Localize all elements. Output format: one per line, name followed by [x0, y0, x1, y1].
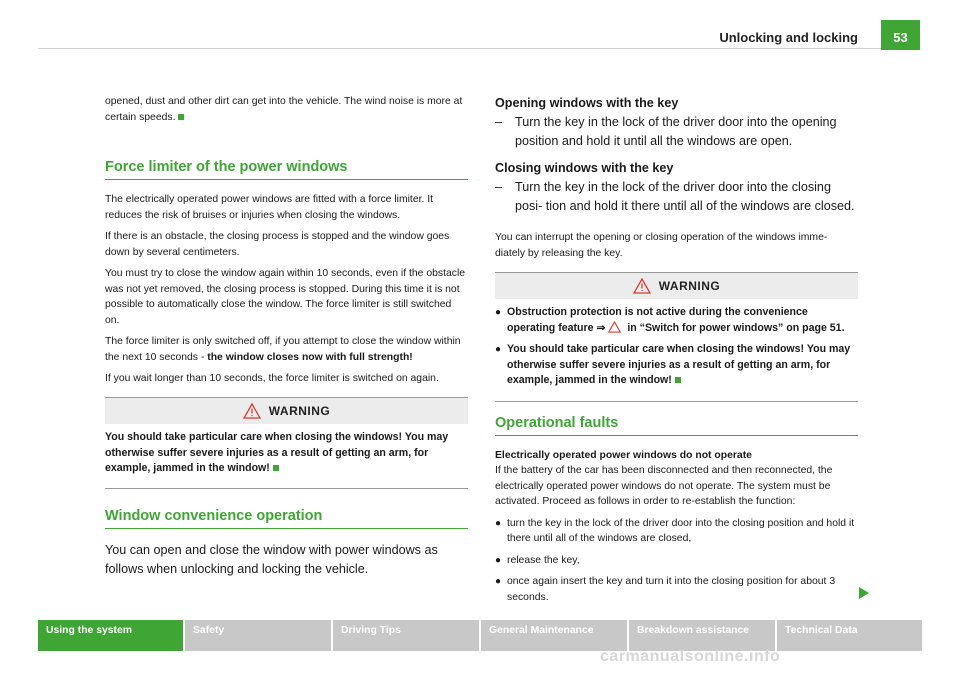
- header-divider: [38, 48, 881, 49]
- force-limiter-p4-text: The force limiter is only switched off, if you attempt to close the window within the next 10 seconds -: [105, 336, 461, 363]
- warning-title: WARNING: [658, 279, 721, 293]
- warning-bullet-text: You should take particular care when closing the windows! You may otherwise suffer severe injuries as a result of getting an arm, for example, jammed in the window!: [507, 343, 851, 386]
- opening-instruction-text: Turn the key in the lock of the driver door into the opening position and hold it until all the windows are open.: [515, 115, 837, 148]
- warning-body: [105, 424, 468, 488]
- intro-text: opened, dust and other dirt can get into the vehicle. The wind noise is more at certain speeds.: [105, 96, 463, 123]
- end-square-icon: [273, 465, 279, 471]
- warning-bullet-text: Obstruction protection is not active during the convenience operating feature: [507, 306, 808, 334]
- tab-safety[interactable]: Safety: [185, 620, 331, 651]
- section-heading-window-convenience: Window convenience operation: [105, 508, 468, 529]
- warning-triangle-icon: [633, 278, 651, 294]
- tab-breakdown-assistance[interactable]: Breakdown assistance: [629, 620, 775, 651]
- force-limiter-p2: If there is an obstacle, the closing process is stopped and the window goes down by several centimeters.: [105, 231, 450, 258]
- force-limiter-p5: If you wait longer than 10 seconds, the force limiter is switched on again.: [105, 373, 439, 384]
- warning-text: You should take particular care when closing the windows! You may otherwise suffer severe injuries as a result of getting an arm, for example, jammed in the window!: [105, 431, 449, 474]
- warning-title: WARNING: [268, 404, 331, 418]
- warning-header: [105, 398, 468, 424]
- warning-box-right: [495, 272, 858, 402]
- tab-driving-tips[interactable]: Driving Tips: [333, 620, 479, 651]
- force-limiter-p1: The electrically operated power windows are fitted with a force limiter. It reduces the risk of bruises or injuries when closing the windows.: [105, 194, 434, 221]
- footer-nav: [38, 620, 922, 651]
- list-item: ● once again insert the key and turn it into the closing position for about 3 seconds.: [495, 574, 858, 605]
- warning-triangle-icon: [608, 321, 621, 333]
- page-number: 53: [881, 20, 920, 50]
- warning-body: [495, 299, 858, 401]
- right-column-lower: [495, 415, 858, 611]
- list-item-text: turn the key in the lock of the driver door into the closing position and hold it there until all of the windows are closed,: [507, 517, 855, 544]
- warning-bullet: ● You should take particular care when closing the windows! You may otherwise suffer severe injuries as a result of getting an arm, for example, jammed in the window!: [495, 343, 851, 386]
- list-item-text: release the key,: [507, 554, 580, 566]
- opening-heading: Opening windows with the key: [495, 96, 679, 110]
- force-limiter-p4: [105, 334, 468, 365]
- watermark: carmanualsonline.info: [600, 648, 781, 665]
- warning-triangle-icon: [243, 403, 261, 419]
- end-square-icon: [178, 114, 184, 120]
- list-item-text: once again insert the key and turn it into the closing position for about 3 seconds.: [507, 576, 836, 603]
- warning-header: [495, 273, 858, 299]
- left-column-lower: [105, 508, 468, 579]
- cross-reference-link[interactable]: in “Switch for power windows” on page 51.: [624, 321, 845, 334]
- window-convenience-paragraph: You can open and close the window with power windows as follows when unlocking and locking the vehicle.: [105, 543, 438, 576]
- operational-faults-subheading: Electrically operated power windows do not operate: [495, 450, 752, 461]
- section-heading-operational-faults: Operational faults: [495, 415, 858, 436]
- cross-reference-arrow: ⇒: [596, 321, 606, 334]
- next-page-arrow-icon[interactable]: [858, 586, 870, 600]
- warning-box-left: [105, 397, 468, 489]
- closing-instruction-text: Turn the key in the lock of the driver door into the closing posi- tion and hold it there until all of the windows are closed.: [515, 180, 855, 213]
- operational-faults-paragraph: If the battery of the car has been disconnected and then reconnected, the electrically operated power windows do not operate. The system must be activated. Proceed as follows in order to re-establish the function:: [495, 465, 833, 507]
- section-heading-force-limiter: Force limiter of the power windows: [105, 159, 468, 180]
- tab-general-maintenance[interactable]: General Maintenance: [481, 620, 627, 651]
- tab-technical-data[interactable]: Technical Data: [777, 620, 922, 651]
- list-item: ● release the key,: [495, 553, 858, 569]
- page-title: Unlocking and locking: [719, 30, 858, 45]
- closing-heading: Closing windows with the key: [495, 161, 674, 175]
- interrupt-paragraph: You can interrupt the opening or closing operation of the windows imme- diately by releasing the key.: [495, 232, 828, 259]
- force-limiter-p4-bold: the window closes now with full strength!: [207, 351, 413, 363]
- opening-instruction: – Turn the key in the lock of the driver door into the opening position and hold it until all the windows are open.: [495, 113, 858, 151]
- list-item: ● turn the key in the lock of the driver door into the closing position and hold it there until all of the windows are closed,: [495, 516, 858, 547]
- force-limiter-p3: You must try to close the window again within 10 seconds, even if the obstacle was not yet removed, the closing process is stopped. During this time it is not possible to automatically close the window. The force limiter is still switched on.: [105, 268, 466, 326]
- end-square-icon: [675, 377, 681, 383]
- warning-bullet: ● Obstruction protection is not active during the convenience operating feature ⇒ in “Switch for power windows” on page 51.: [495, 306, 845, 334]
- closing-instruction: – Turn the key in the lock of the driver door into the closing posi- tion and hold it there until all of the windows are closed.: [495, 178, 858, 216]
- right-column: [495, 94, 858, 267]
- intro-paragraph: [105, 94, 468, 125]
- left-column: [105, 94, 468, 393]
- tab-using-the-system[interactable]: Using the system: [38, 620, 183, 651]
